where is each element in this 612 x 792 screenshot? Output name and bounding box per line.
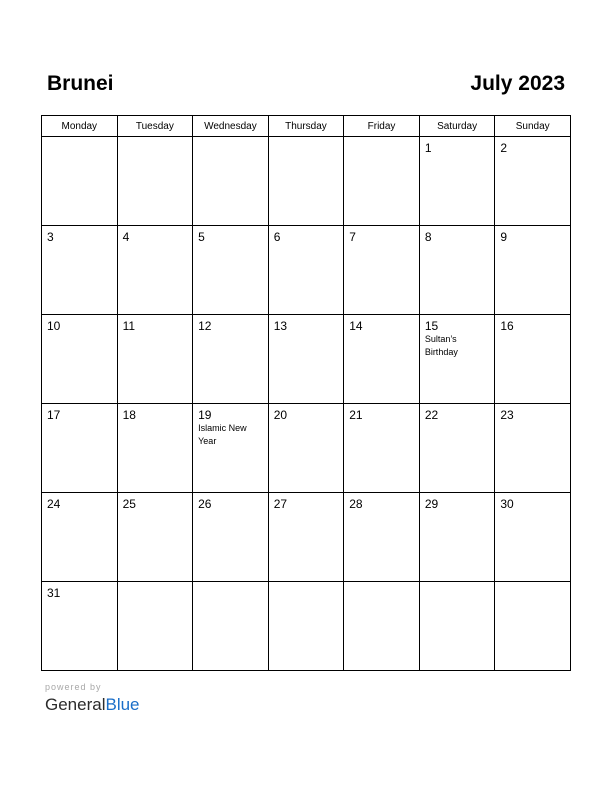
- day-cell: [495, 582, 571, 671]
- day-number: 25: [122, 497, 136, 511]
- week-row: [42, 582, 571, 671]
- day-cell: [268, 226, 344, 315]
- day-number: 16: [500, 319, 514, 333]
- day-cell: [42, 582, 118, 671]
- day-number: 22: [424, 408, 439, 422]
- day-cell: [419, 226, 495, 315]
- day-cell: [419, 404, 495, 493]
- day-number: 15: [424, 319, 439, 333]
- day-number: 27: [273, 497, 288, 511]
- day-cell: [117, 226, 193, 315]
- day-number: 17: [47, 408, 61, 422]
- day-cell: [344, 137, 420, 226]
- weekday-friday: Friday: [344, 116, 420, 137]
- day-number: 7: [349, 230, 356, 244]
- day-number: 6: [273, 230, 281, 244]
- day-cell: [419, 315, 495, 404]
- day-cell: [495, 226, 571, 315]
- day-number: 18: [122, 408, 136, 422]
- day-cell: [268, 404, 344, 493]
- day-number: 14: [349, 319, 363, 333]
- week-row: [42, 404, 571, 493]
- powered-by-text: powered by: [45, 682, 102, 692]
- month-title: July 2023: [470, 72, 565, 95]
- day-number: 3: [47, 230, 54, 244]
- day-number: 23: [500, 408, 514, 422]
- weekday-sunday: Sunday: [495, 116, 571, 137]
- logo-blue-text: Blue: [105, 695, 140, 714]
- day-cell: [495, 315, 571, 404]
- calendar-grid: [41, 115, 571, 671]
- day-number: 31: [47, 586, 61, 600]
- day-cell: [193, 315, 269, 404]
- country-title: Brunei: [47, 72, 114, 95]
- day-number: 28: [349, 497, 363, 511]
- day-number: 1: [424, 141, 432, 155]
- day-cell: [495, 493, 571, 582]
- day-cell: [419, 493, 495, 582]
- day-number: 20: [273, 408, 288, 422]
- day-cell: [117, 493, 193, 582]
- weekday-monday: Monday: [42, 116, 118, 137]
- day-number: 11: [122, 319, 136, 333]
- day-number: 2: [500, 141, 508, 155]
- day-cell: [193, 582, 269, 671]
- day-number: 26: [198, 497, 212, 511]
- day-cell: [193, 137, 269, 226]
- holiday-label: Sultan’s Birthday: [424, 334, 458, 357]
- day-cell: [268, 493, 344, 582]
- day-cell: [344, 315, 420, 404]
- day-cell: [117, 315, 193, 404]
- day-cell: [268, 137, 344, 226]
- day-cell: [42, 137, 118, 226]
- weekday-header-row: [42, 116, 571, 137]
- holiday-label: Islamic New Year: [198, 423, 247, 446]
- day-cell: [419, 582, 495, 671]
- weekday-wednesday: Wednesday: [193, 116, 269, 137]
- day-cell: [193, 493, 269, 582]
- day-cell: [193, 226, 269, 315]
- weekday-saturday: Saturday: [419, 116, 495, 137]
- weekday-tuesday: Tuesday: [117, 116, 193, 137]
- weekday-thursday: Thursday: [268, 116, 344, 137]
- day-number: 8: [424, 230, 432, 244]
- day-cell: [117, 404, 193, 493]
- day-number: 9: [500, 230, 508, 244]
- day-number: 24: [47, 497, 61, 511]
- day-cell: [268, 315, 344, 404]
- week-row: [42, 493, 571, 582]
- logo-general-text: General: [45, 695, 106, 714]
- day-cell: [344, 493, 420, 582]
- calendar-body: [42, 137, 571, 671]
- day-cell: [268, 582, 344, 671]
- generalblue-logo: [45, 695, 140, 715]
- day-cell: [42, 315, 118, 404]
- day-cell: [344, 582, 420, 671]
- day-cell: [117, 582, 193, 671]
- day-cell: [42, 493, 118, 582]
- day-number: 12: [198, 319, 212, 333]
- day-number: 4: [122, 230, 130, 244]
- day-cell: [419, 137, 495, 226]
- day-number: 10: [47, 319, 61, 333]
- day-cell: [495, 404, 571, 493]
- day-cell: [344, 226, 420, 315]
- day-number: 30: [500, 497, 514, 511]
- day-cell: [344, 404, 420, 493]
- day-cell: [117, 137, 193, 226]
- week-row: [42, 226, 571, 315]
- day-cell: [495, 137, 571, 226]
- day-number: 21: [349, 408, 363, 422]
- day-number: 19: [198, 408, 212, 422]
- day-number: 5: [198, 230, 205, 244]
- day-cell: [193, 404, 269, 493]
- footer: [45, 682, 140, 715]
- day-cell: [42, 404, 118, 493]
- day-number: 29: [424, 497, 439, 511]
- week-row: [42, 137, 571, 226]
- day-number: 13: [273, 319, 288, 333]
- day-cell: [42, 226, 118, 315]
- week-row: [42, 315, 571, 404]
